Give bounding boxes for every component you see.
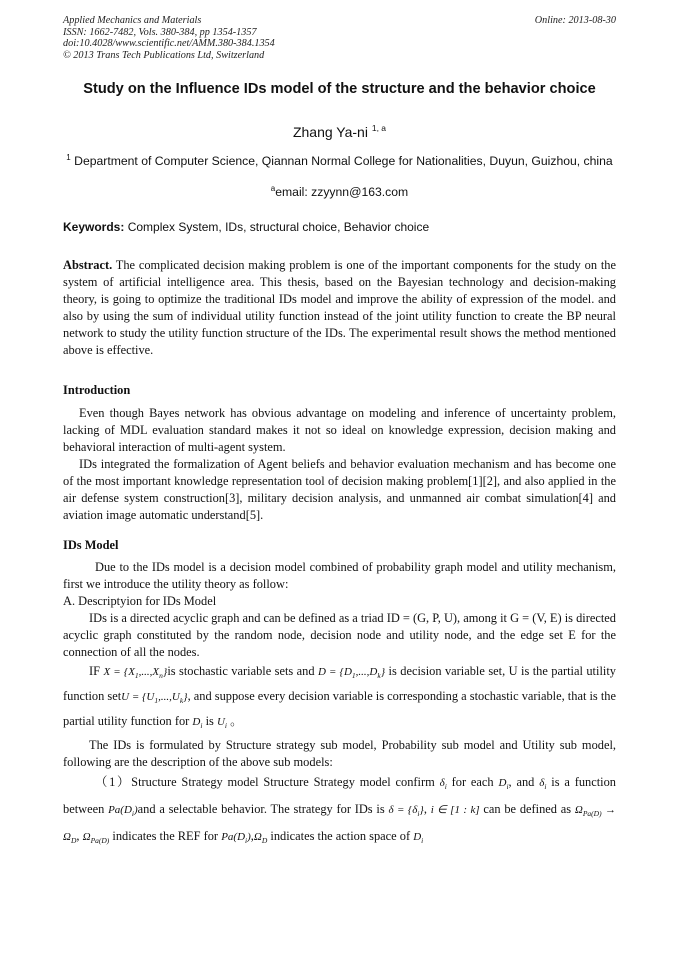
p3-text-a: IF — [89, 664, 101, 678]
ids-paragraph-4: The IDs is formulated by Structure strategy sub model, Probability sub model and Utility sub model, following are the description of the above sub models: — [63, 737, 616, 769]
formula-i-range: i ∈ [1 : k] — [430, 803, 480, 816]
formula-d-set: $D = \{D_1,...,D_k\}$ — [318, 666, 386, 681]
abstract-label: Abstract. — [63, 258, 113, 272]
p5-text-c: , and — [508, 774, 535, 789]
p5-text-h: indicates the action space of — [270, 828, 411, 843]
paper-title: Study on the Influence IDs model of the structure and the behavior choice — [83, 81, 596, 97]
author-sup: 1, a — [371, 123, 387, 133]
keywords-label: Keywords: — [63, 220, 125, 234]
formula-di-2: $D_i$ — [498, 776, 509, 791]
keywords-text: Complex System, IDs, structural choice, Behavior choice — [127, 220, 430, 234]
formula-delta-set: $\delta = \{\delta_i\}$ — [388, 803, 424, 818]
introduction-body — [63, 405, 616, 524]
p3-text-f: 。 — [230, 714, 243, 729]
ids-paragraph-1: Due to the IDs model is a decision model combined of probability graph model and utility mechanism, first we introduce the utility theory as follow: — [63, 560, 616, 591]
author-name: Zhang Ya-ni — [292, 124, 368, 140]
formula-di-3: $D_i$ — [413, 830, 424, 846]
email-text: email: zzyynn@163.com — [275, 185, 409, 199]
p5-text-a: （1）Structure Strategy model Structure Strategy model confirm — [95, 774, 435, 789]
affiliation-sup: 1 — [66, 153, 71, 162]
keywords — [63, 220, 616, 234]
abstract-text: The complicated decision making problem is one of the important components for the study on the system of artificial intelligence area. This thesis, based on the Bayesian technology and decision-making theory, is going to optimize the traditional IDs model and improve the ability of expression of the model. and also by using the sum of individual utility function instead of the joint utility function to create the BP neural network to study the utility function structure of the IDs. The experimental result shows the method mentioned above is effective. — [63, 258, 616, 357]
affiliation — [63, 150, 616, 169]
p3-text-b: is stochastic variable sets and — [167, 664, 315, 678]
journal-header — [63, 15, 616, 61]
journal-name: Applied Mechanics and Materials — [63, 15, 202, 26]
journal-issn: ISSN: 1662-7482, Vols. 380-384, pp 1354-1357 — [63, 26, 257, 38]
formula-di: $D_i$ — [192, 716, 203, 731]
ids-model-heading: IDs Model — [63, 538, 119, 552]
formula-delta-i-2: $\delta_i$ — [539, 776, 547, 791]
formula-u-set: $U = \{U_1,...,U_k\}$ — [121, 691, 188, 706]
abstract — [63, 257, 616, 359]
journal-doi: doi:10.4028/www.scientific.net/AMM.380-384.1354 — [63, 38, 275, 49]
author-line — [63, 123, 616, 140]
email-sup: a — [270, 184, 276, 193]
formula-omega-map: $\Omega_{Pa(D)} \to \Omega_D$ — [63, 803, 616, 846]
p5-text-f: can be defined as — [483, 801, 572, 816]
journal-copyright: © 2013 Trans Tech Publications Ltd, Switzerland — [63, 49, 265, 61]
formula-pa-di-2: $Pa(D_i)$ — [221, 830, 251, 846]
introduction-heading: Introduction — [63, 383, 131, 397]
formula-omega-d: $\Omega_D$ — [253, 830, 268, 846]
formula-x-set: $X = \{X_1,...,X_n\}$ — [103, 666, 168, 681]
intro-paragraph-1: Even though Bayes network has obvious advantage on modeling and inference of uncertainty problem, lacking of MDL evaluation standard makes it not so ideal on knowledge expression, decision making and behavioral interaction of multi-agent system. — [63, 406, 616, 454]
p3-text-e: is — [205, 714, 214, 729]
affiliation-text: Department of Computer Science, Qiannan Normal College for Nationalities, Duyun, Guizhou, china — [74, 154, 613, 168]
intro-paragraph-2: IDs integrated the formalization of Agent beliefs and behavior evaluation mechanism and has become one of the most important knowledge representation tool of decision making problem[1][2], and also applied in the air defense system construction[3], military decision analysis, and unmanned air combat simulation[4] and aviation image automatic understand[5]. — [63, 457, 616, 522]
p5-text-d: is a function between — [63, 774, 616, 816]
ids-model-body — [63, 559, 616, 852]
online-date: Online: 2013-08-30 — [534, 15, 616, 26]
ids-paragraph-5: （1）Structure Strategy model Structure Strategy model confirm $\delta_i$ for each $D_i$, and $\delta_i$ is a function between $Pa(D_i)and$ a selectable behavior. The strategy for IDs is $\delta = \{\delta_i\}$, i ∈ [1 : k] can be defined as $\Omega_{Pa(D)} \to \Omega_D$, $\Omega_{Pa(D)}$ indicates the REF for $Pa(D_i),\Omega_D$ indicates the action space of $D_i$ — [63, 774, 616, 846]
formula-pa-di: $Pa(D_i)$ — [108, 803, 138, 818]
p3-text-c: is decision variable set, U is the partial utility function set — [63, 664, 616, 704]
p5-text-g: indicates the REF for — [112, 828, 219, 843]
ids-paragraph-3 — [63, 661, 616, 737]
p5-text-b: for each — [451, 774, 494, 789]
ids-subheading: A. Descriptyion for IDs Model — [63, 594, 217, 608]
email-line — [63, 184, 616, 199]
formula-delta-i: $\delta_i$ — [439, 776, 447, 791]
ids-paragraph-2: IDs is a directed acyclic graph and can be defined as a triad ID = (G, P, U), among it G = (V, E) is directed acyclic graph constituted by the random node, decision node and utility node, and the edge set E for the connection of all the nodes. — [63, 611, 616, 659]
p3-text-d: , and suppose every decision variable is corresponding a stochastic variable, that is the partial utility function for — [63, 689, 616, 729]
formula-omega-pa: $\Omega_{Pa(D)}$ — [82, 830, 110, 846]
p5-text-e: and a selectable behavior. The strategy for IDs is — [137, 801, 385, 816]
formula-ui: $U_i$ — [216, 716, 227, 731]
